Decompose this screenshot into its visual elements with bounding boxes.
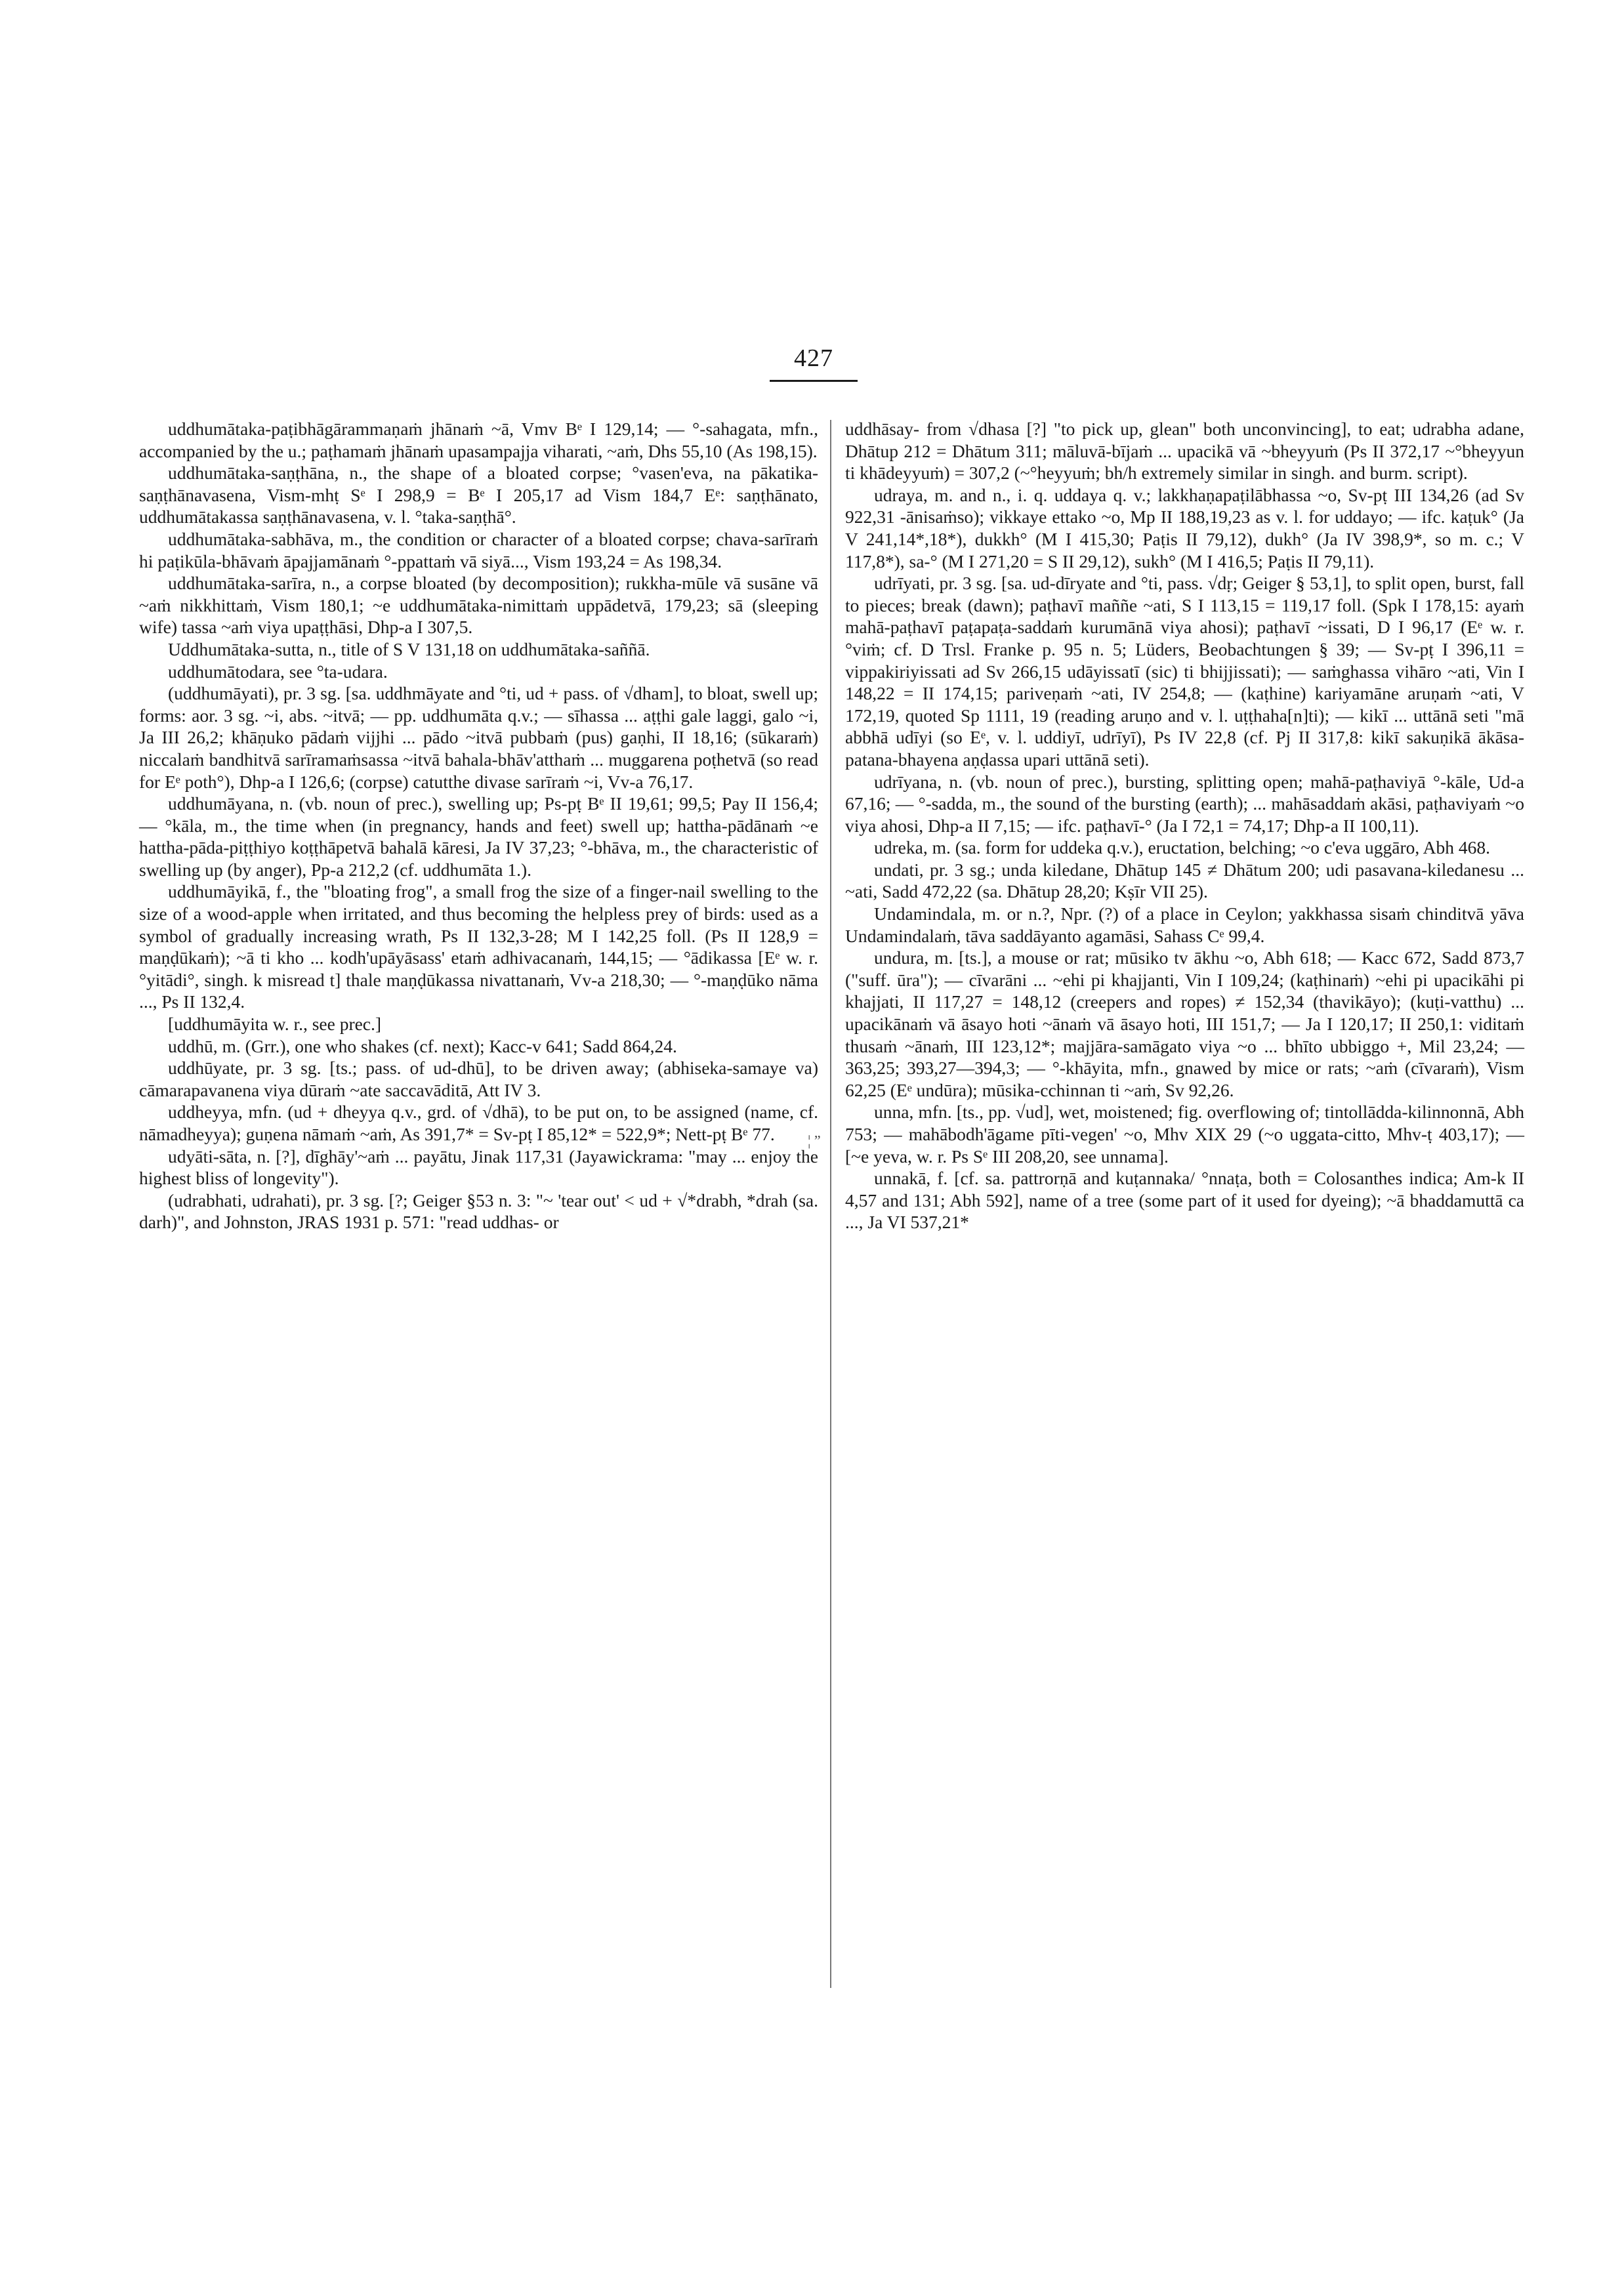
margin-mark: ¦ ˮ	[808, 1132, 821, 1149]
dictionary-entry: udreka, m. (sa. form for uddeka q.v.), eructation, belching; ~o c'eva uggāro, Abh 468.	[874, 837, 1491, 858]
page-number: 427	[794, 344, 833, 372]
dictionary-entry: uddhumātodara, see °ta-udara.	[168, 661, 388, 682]
dictionary-entry: uddhumātaka-sarīra, n., a corpse bloated (by decomposition); rukkha-mūle vā susāne vā ~aṁ nikkhittaṁ, Vism 180,1; ~e uddhumātaka-nimittaṁ uppādetvā, 179,23; sā (sleeping wife) tassa ~aṁ viya upaṭṭhāsi, Dhp-a I 307,5.	[139, 573, 818, 638]
dictionary-entry: unnakā, f. [cf. sa. pattrorṇā and kuṭannaka/ °nnaṭa, both = Colosanthes indica; Am-k II 4,57 and 131; Abh 592], name of a tree (some part of it used for dyeing); ~ā bhaddamuttā ca ..., Ja VI 537,21*	[845, 1168, 1524, 1233]
dictionary-entry: uddhumāyikā, f., the "bloating frog", a small frog the size of a finger-nail swelling to the size of a wood-apple when irritated, and thus becoming the helpless prey of birds: used as a symbol of gradually increasing wrath, Ps II 132,3-28; M I 142,25 foll. (Ps II 128,9 = maṇḍūkaṁ); ~ā ti kho ... kodh'upāyāsass' etaṁ adhivacanaṁ, 144,15; — °ādikassa [Eᵉ w. r. °yitādi°, singh. k misread t] thale maṇḍūkassa nivattanaṁ, Vv-a 218,30; — °-maṇḍūko nāma ..., Ps II 132,4.	[139, 881, 818, 1012]
dictionary-entry: undura, m. [ts.], a mouse or rat; mūsiko tv ākhu ~o, Abh 618; — Kacc 672, Sadd 873,7 ("suff. ūra"); — cīvarāni ... ~ehi pi khajjanti, Vin I 109,24; (kaṭhinaṁ) ~ehi pi upacikāhi pi khajjati, II 117,27 = 148,12 (creepers and ropes) ≠ 152,34 (thavikāyo); (kuṭi-vatthu) ... upacikānaṁ vā āsayo hoti ~ānaṁ vā āsayo hoti, III 151,7; — Ja I 120,17; II 250,1: viditaṁ thusaṁ ~ānaṁ, III 123,12*; majjāra-samāgato viya ~o ... bhīto ubbiggo +, Mil 23,24; — 363,25; 393,27—394,3; — °-khāyita, mfn., gnawed by mice or rats; ~aṁ (cīvaraṁ), Vism 62,25 (Eᵉ undūra); mūsika-cchinnan ti ~aṁ, Sv 92,26.	[845, 947, 1524, 1100]
dictionary-entry: uddhūyate, pr. 3 sg. [ts.; pass. of ud-dhū], to be driven away; (abhiseka-samaye va) cāmarapavanena viya dūraṁ ~ate saccavāditā, Att IV 3.	[139, 1058, 818, 1100]
dictionary-entry-continued: uddhāsay- from √dhasa [?] "to pick up, glean" both unconvincing], to eat; udrabha adane, Dhātup 212 = Dhātum 311; māluvā-bījaṁ ... upacikā vā ~bheyyuṁ (Ps II 372,17 ~°bheyyun ti khādeyyuṁ) = 307,2 (~°heyyuṁ; bh/h extremely similar in singh. and burm. script).	[845, 419, 1524, 484]
dictionary-entry: uddhumātaka-sabhāva, m., the condition or character of a bloated corpse; chava-sarīraṁ hi paṭikūla-bhāvaṁ āpajjamānaṁ °-ppattaṁ vā siyā..., Vism 193,24 = As 198,34.	[139, 528, 818, 571]
dictionary-entry: uddhumāyana, n. (vb. noun of prec.), swelling up; Ps-pṭ Bᵉ II 19,61; 99,5; Pay II 156,4; — °kāla, m., the time when (in pregnancy, hands and feet) swell up; hattha-pādānaṁ ~e hattha-pāda-piṭṭhiyo koṭṭhāpetvā bahalā kāresi, Ja IV 37,23; °-bhāva, m., the characteristic of swelling up (by anger), Pp-a 212,2 (cf. uddhumāta 1.).	[139, 793, 818, 880]
column-divider	[830, 420, 831, 1988]
dictionary-entry: undati, pr. 3 sg.; unda kiledane, Dhātup 145 ≠ Dhātum 200; udi pasavana-kiledanesu ... ~ati, Sadd 472,22 (sa. Dhātup 28,20; Kṣīr VII 25).	[845, 859, 1524, 902]
left-column	[139, 418, 818, 1233]
dictionary-entry: uddheyya, mfn. (ud + dheyya q.v., grd. of √dhā), to be put on, to be assigned (name, cf. nāmadheyya); guṇena nāmaṁ ~aṁ, As 391,7* = Sv-pṭ I 85,12* = 522,9*; Nett-pṭ Bᵉ 77.	[139, 1102, 818, 1144]
dictionary-entry: [uddhumāyita w. r., see prec.]	[168, 1014, 382, 1035]
dictionary-entry: udrīyana, n. (vb. noun of prec.), bursting, splitting open; mahā-paṭhaviyā °-kāle, Ud-a 67,16; — °-sadda, m., the sound of the bursting (earth); ... mahāsaddaṁ akāsi, paṭhaviyaṁ ~o viya ahosi, Dhp-a II 7,15; — ifc. paṭhavī-° (Ja I 72,1 = 74,17; Dhp-a II 100,11).	[845, 771, 1524, 836]
dictionary-entry: uddhumātaka-saṇṭhāna, n., the shape of a bloated corpse; °vasen'eva, na pākatika-saṇṭhānavasena, Vism-mhṭ Sᵉ I 298,9 = Bᵉ I 205,17 ad Vism 184,7 Eᵉ: saṇṭhānato, uddhumātakassa saṇṭhānavasena, v. l. °taka-saṇṭhā°.	[139, 463, 818, 527]
dictionary-entry: uddhumātaka-paṭibhāgārammaṇaṁ jhānaṁ ~ā, Vmv Bᵉ I 129,14; — °-sahagata, mfn., accompanied by the u.; paṭhamaṁ jhānaṁ upasampajja viharati, ~aṁ, Dhs 55,10 (As 198,15).	[139, 419, 818, 461]
dictionary-entry: unna, mfn. [ts., pp. √ud], wet, moistened; fig. overflowing of; tintollādda-kilinnonnā, Abh 753; — mahābodh'āgame pīti-vegen' ~o, Mhv XIX 29 (~o uggata-citto, Mhv-ṭ 403,17); — [~e yeva, w. r. Ps Sᵉ III 208,20, see unnama].	[845, 1102, 1524, 1167]
dictionary-entry: udrīyati, pr. 3 sg. [sa. ud-dīryate and °ti, pass. √dṛ; Geiger § 53,1], to split open, burst, fall to pieces; break (dawn); paṭhavī maññe ~ati, S I 113,15 = 119,17 foll. (Spk I 178,15: ayaṁ mahā-paṭhavī paṭapaṭa-saddaṁ kurumānā viya ahosi); paṭhavī ~issati, D I 96,17 (Eᵉ w. r. °viṁ; cf. D Trsl. Franke p. 95 n. 5; Lüders, Beobachtungen § 39; — Sv-pṭ I 396,11 = vippakiriyissati ad Sv 266,15 udāyissatī (sic) ti bhijjissati); — saṁghassa vihāro ~ati, Vin I 148,22 = II 174,15; pariveṇaṁ ~ati, IV 254,8; — (kaṭhine) kariyamāne aruṇaṁ ~ati, V 172,19, quoted Sp 1111, 19 (reading aruṇo and v. l. uṭṭhaha[n]ti); — kikī ... uttānā seti "mā abbhā udīyi (so Eᵉ, v. l. uddiyī, udrīyī), Ps IV 22,8 (cf. Pj II 317,8: kikī sakuṇikā ākāsa-patana-bhayena aṇḍassa upari uttānā seti).	[845, 573, 1524, 770]
dictionary-entry: uddhū, m. (Grr.), one who shakes (cf. next); Kacc-v 641; Sadd 864,24.	[168, 1035, 677, 1056]
right-column	[845, 418, 1524, 1233]
dictionary-entry: (uddhumāyati), pr. 3 sg. [sa. uddhmāyate and °ti, ud + pass. of √dham], to bloat, swell up; forms: aor. 3 sg. ~i, abs. ~itvā; — pp. uddhumāta q.v.; — sīhassa ... aṭṭhi gale laggi, galo ~i, Ja III 26,2; khāṇuko pādaṁ vijjhi ... pādo ~itvā pubbaṁ (pus) gaṇhi, II 18,16; (sūkaraṁ) niccalaṁ bandhitvā sarīramaṁsassa ~itvā bahala-bhāv'atthaṁ ... muggarena poṭhetvā (so read for Eᵉ poth°), Dhp-a I 126,6; (corpse) catutthe divase sarīraṁ ~i, Vv-a 76,17.	[139, 683, 818, 792]
dictionary-entry: Undamindala, m. or n.?, Npr. (?) of a place in Ceylon; yakkhassa sisaṁ chinditvā yāva Undamindalaṁ, tāva saddāyanto agamāsi, Sahass Cᵉ 99,4.	[845, 903, 1524, 946]
dictionary-entry: Uddhumātaka-sutta, n., title of S V 131,18 on uddhumātaka-saññā.	[168, 638, 650, 659]
dictionary-entry: (udrabhati, udrahati), pr. 3 sg. [?; Geiger §53 n. 3: "~ 'tear out' < ud + √*drabh, *drah (sa. darh)", and Johnston, JRAS 1931 p. 571: "read uddhas- or	[139, 1189, 818, 1233]
dictionary-entry: udyāti-sāta, n. [?], dīghāy'~aṁ ... payātu, Jinak 117,31 (Jayawickrama: "may ... enjoy the highest bliss of longevity").	[139, 1146, 818, 1189]
page-number-rule	[770, 380, 858, 382]
dictionary-entry: udraya, m. and n., i. q. uddaya q. v.; lakkhaṇapaṭilābhassa ~o, Sv-pṭ III 134,26 (ad Sv 922,31 -ānisaṁso); vikkaye ettako ~o, Mp II 188,19,23 as v. l. for uddayo; — ifc. kaṭuk° (Ja V 241,14*,18*), dukkh° (M I 415,30; Paṭis II 79,12), dukh° (Ja IV 398,9*, so m. c.; V 117,8*), sa-° (M I 271,20 = S II 29,12), sukh° (M I 416,5; Paṭis II 79,11).	[845, 484, 1524, 571]
